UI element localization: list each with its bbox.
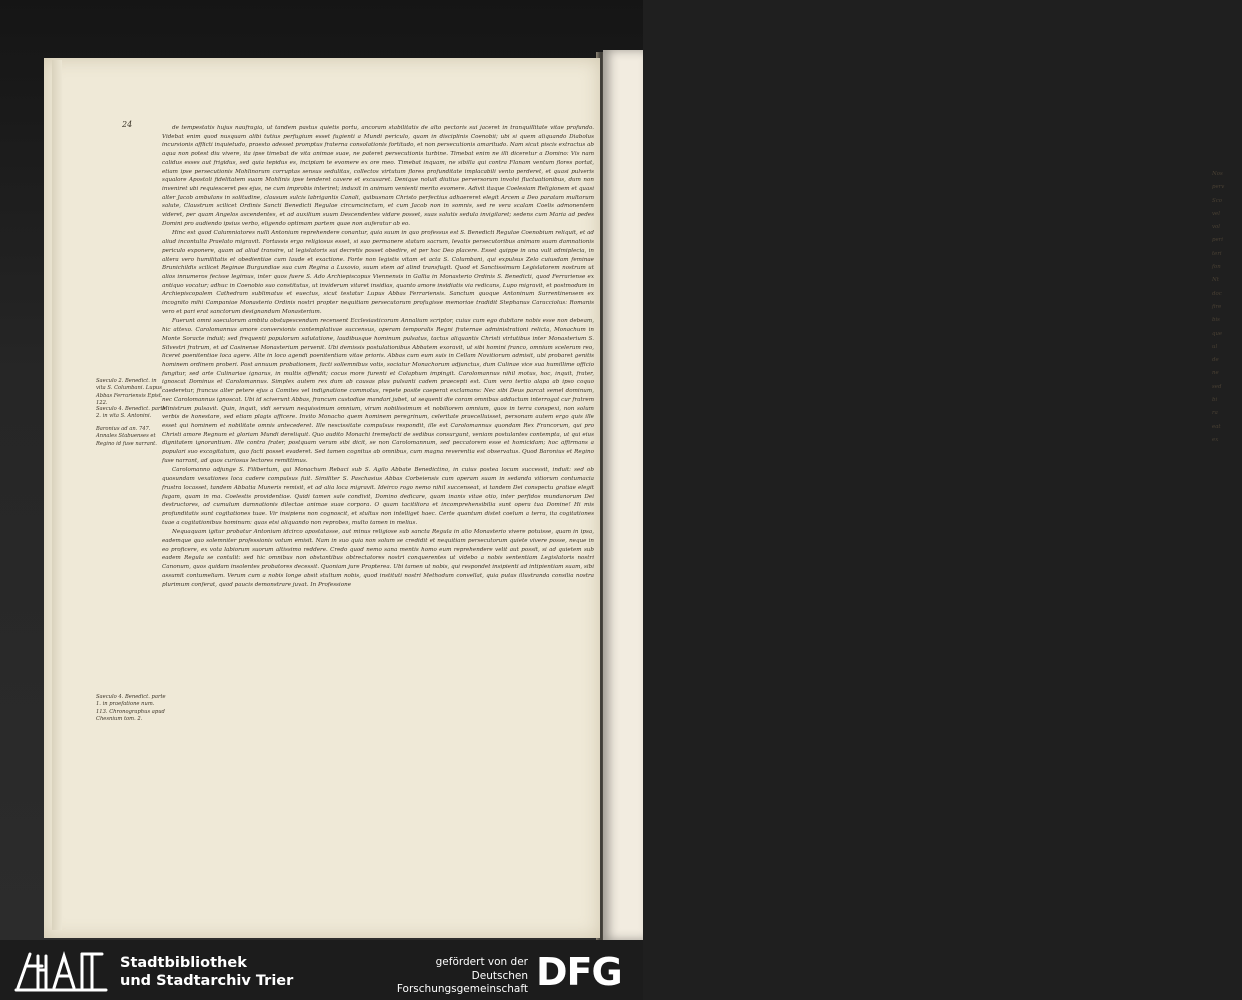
main-text (162, 124, 594, 590)
library-name (120, 954, 293, 990)
library-name-line2: und Stadtarchiv Trier (120, 973, 294, 989)
right-page-fragment: bis (1212, 317, 1220, 324)
right-page-fragment: teri (1212, 250, 1222, 257)
right-page-fragment: que (1212, 330, 1223, 337)
right-page-fragment: peri (1212, 237, 1223, 244)
right-page-fragments (1212, 168, 1242, 447)
funder-line2: Deutschen Forschungsgemeinschaft (396, 969, 528, 995)
paragraph: Hinc est quod Calumniatores nulli Antonium reprehendere conantur, quia suum in quo professus est S. Benedicti Regulae Coenobium reliquit, et ad aliud incontulta Praelato migravit. Fortassis ergo religiosus esset, si suo permanere statum sacrum, levatis persecutoribus animam suam damnationis periculo exponere, quam ad aliud transire, ut legislatoris sui decretis posset obedire, et per hoc Deo placere. Esset quippe in una vult admiplecia, in altera vero humilitatis et obedientiae cum laude et exactione. Forte non legistis vitam et acta S. Columbani, qui expulsus Zelo cuiusdam feminae Brunichildis scilicet Reginae Burgundiae sua cum Regina a Luxovio, suum stem ad alind transfugit. Quod et Sanctissimum Legislatorem nostrum ut alios innumeros fecisse legimus, inter quos fuere S. Ado Archiepiscopus Viennensis in Gallia in Monasterio Ordinis S. Benedicti, quod Ferrariense ex antiquo vocatur; adhuc in Coenobio suo constitutus, ut inviderum vitaret insidias, quanto amore insidiatis via redicans, Lupo migravit, et postmodum in Archiepiscopalem Cathedram sublimatus et euectus, sicut testatur Lupus Abbas Ferrariensis. Sanctum quoque Antoninum Surrentinensem ex incognito mihi Campaniae Monasterio Ordinis nostri propter nequitiam persecutorum profugisse memoriae tradidit Stephanus Caracciolus: Romanis vero et pari erat sanctorum designandum Monasterium. (162, 230, 594, 315)
right-page-fragment: Sco (1212, 197, 1222, 204)
right-page-fragment: vel (1212, 210, 1220, 217)
right-page-fragment: ra (1212, 410, 1218, 417)
right-page-fragment: fon (1212, 264, 1221, 271)
right-page-fragment: Nos (1212, 171, 1223, 177)
funder-credit (350, 956, 528, 997)
right-page-fragment: vol (1212, 224, 1221, 231)
margin-note: Saeculo 4. Benedict. parte 1. in praefatione num. 113. Chronographus apud Chesnium tom. 2. (96, 694, 166, 723)
right-page-fragment: bi (1212, 397, 1218, 404)
margin-note: Baronius ad an. 747. Annales Stabuenses et Regino id fuse narrant. (96, 426, 157, 447)
margin-note: Saeculo 2. Benedict. in vita S. Columbani. Lupus Abbas Ferrariensis Epist. 122. (96, 378, 163, 407)
folio-number: 24 (122, 120, 133, 129)
right-page-fragment: de (1212, 357, 1219, 364)
paragraph: Fuerunt omni saeculorum ambitu obstupescendum recensent Ecclesiasticorum Annalium scriptor, cuius cum ego dubitare nobis esse non debeam, hic attexo. Carolomannus amore conversionis contemplativae succensus, operam temporalis Regni fraternae administrationi relicta, Monachum in Monte Soracte induit; sed frequenti populorum salutatione, laudibusque hominum pulsatus, tactus aliquantis Christi virtutibus inter Monasterium S. Silvestri fratrum, et ad Casinense Monasterium pervenit. Ubi demissis postulationibus Abbatem exoravit, ut sibi homini franco, omnium scelerum reo, liceret poenitentiae loca agere. Alte in loco agendi poenitentiam vitae prioris. Abbas cum eum suis in Cellam Novitiorum admisit, ubi probaret genitis hominem ordinem proberi. Post annuum probationem, facti sollemnibus votis, sociatur Monachorum adjunctus, dum Culinae vice sua humillime officio fungitur, sed arte Culinariae ignarus, in multis offendit; cocus more furenti et Colaphum impingit. Carolomannus nihil motus, hoc, inquit, frater, ignoscat Dominus et Carolomannus. Simplex autem rex dum ab causas plus pulsanti cadem praecepti est. Cum vero tertio alapa ab ipso coquo caederetur, francus alter petere ejus a Comites vel indignatione commotus, repete posite caeperat exclamans: Nec sibi Deus parcat semel dominum, nec Carolomannus ignoscat. Ubi id sciverunt Abbas, francum custodiae mandari jubet, ut sequenti die coram omnibus adductum interrogat cur fratrem Ministrum pulsavit. Quin, inquit, vidi servum nequissimum omnium, virum nobilissimum et nobiliorem omnium, quos in terra conspexi, non solum verbis de honestare, sed etiam plagis afficere. Invito Monacho quem hominem peregrinum, celeritate praecelluisset, personam autem ergo quis ille esset qui hominem et nobilitate omnis antecederet. Ille nescissitate compulsus respondit, ille est Carolomannus quondam Rex Francorum, qui pro Christi amore Regnum et gloriam Mundi dereliquit. Quo audito Monachi tremefacti de sedibus consurgunt, veniam postulantes contempta, ut qui eius dignitatem ignorantium. Ille contra frater, postquam verum sibi dicit, se non Carolomannum, sed peccatorem esse et homicidam; hoc affirmans a populari suo excogitatum, quo facti posset evaderet. Sed tamen cognitus ab omnibus, cum magna reverentia est observatus. Quod Baronius et Regino fuse narrant, ad quos curiosus lectores remittimus. (162, 318, 594, 464)
trier-library-logo-icon (12, 948, 112, 992)
right-page-fragment: ne (1212, 370, 1219, 377)
library-name-line1: Stadtbibliothek (120, 955, 247, 971)
funder-line1: gefördert von der (435, 956, 528, 968)
right-page-fragment: perv (1212, 184, 1225, 191)
right-page-fragment: ul (1212, 343, 1218, 350)
dfg-logo: DFG (536, 950, 622, 994)
right-page-fragment: doc (1212, 290, 1222, 297)
right-page-fragment: ex (1212, 436, 1219, 443)
right-page-fragment: Nt (1212, 277, 1219, 284)
right-page-fragment: sed (1212, 383, 1222, 390)
right-page-fragment: eat (1212, 423, 1221, 430)
right-page (603, 50, 1225, 940)
margin-note: Saeculo 4. Benedict. parte 2. in vita S. Antonini. (96, 406, 166, 420)
paragraph: de tempestatis hujus naufragia, ut tandem pastus quietis portu, ancoram stabilitatis de alto pectoris sui jaceret in tranquillitate vitae profundo. Videbat enim quod nusquam alibi tutius perfugium esset fugienti a Mundi periculo, quam in disciplinis Coenobii; ubi si quem aliquando Diabolus incursionis afflicti inquietudo, praesto adesset promptus fraterna consolationis fortitudo, et non persecutionis amaritudo. Nam sicut piscis extractus ab aqua non potest diu vivere, ita ipse timebat de vita animae suae, ne pateret persecutionis turbine. Timebat enim ne illi diceretur a Domino: Vis nam calidus esses aut frigidus, sed quia tepidus es, incipiam te evomere ex ore meo. Timebat inquam, ne sibilla qui contra Flanam ventum flores portat, etiam ipse persecutionis Mohlinorum corruptas sensus sedulitas, collectos virtutum flores profunditate implacabili vento perderet, et quasi pulveris squalore Apostoli fidelitatem suam Mohlinis ipse tenderet cavere et excusaret. Denique noluit diutius perversorum involvi fluctuationibus, dum non inveniret ubi requiesceret pes ejus, ne cum improbis interiret; induxit in animum venienti merito evomere. Adivit itaque Coelesiam Religionem et quasi alter Jacob ambulans in solitudine, clausum sulcis labrigantis Canali, quibusnam Christo perfectius adhaereret elegit Arcem a Deo paratam multorum salute, Claustrum scilicet Ordinis Sancti Benedicti Regulae circumcinctum, et cum Jacob non in somnis, sed re vera scalam Coelis admonentem videret, per quam Angelos ascendentes, et ad auxilium suum Descendentes vidare posset, suas salutis sedula invigilaret; sedens cum Maria ad pedes Domini pro audiendo ipsius verbo, eligendo optimam partem quae non auferatur ab eo. (162, 125, 594, 227)
paragraph: Carolomanno adjunge S. Filibertum, qui Monachum Rebaci sub S. Agilo Abbate Benedictino, in cuius postea locum successit, induit: sed ob quosundam vexationes loca cadere compulsus fuit. Similiter S. Paschasius Abbas Corbeiensis cum operam suam in sedanda vitiorum contumacia frustra locasset, tandem Abbatia Muneris remisit, et ad alia loca migravit. Ideirco rogo nemo nihil succenseat, si tandem Dei conspectu gratiae elegit fugam, quam in ma. Coelestis providentiae. Quidi tamen sale condivit, Domino dedicare, quam inanis vitae otio, inter perfidos mundanorum Dei destructores, ad cumulum damnationis dilectae animae suae corpora. O quam tacitiliora et incomprehensibilia sunt opera tua Domine! Hi mis profunditatis sunt cogitationes tuae. Vir insipiens non cognoscit, et stultus non intelliget haec. Certe quantum distet coelum a terra, ita cogitationes tuae a cogitationibus hominum: quas etsi aliquando non reprobes, multo tamen in melius. (162, 467, 594, 526)
paragraph: Nequaquam igitur probatur Antonium idcirco apostatasse, aut minus religiose sub sancta Regula in alio Monasterio vivere potuisse, quam in ipsa, eademque quo solemniter professionis votum emisit. Nam in suo quia non solum se credidit et nequitiam persecutorum quiete vivere posse, neque in eo proficere, ex vota labiorum suorum altissimo reddere. Credo quod nemo sana mentis homo eum reprehendere velit aut possit, si ad quietem sub eadem Regula se contulit: sed hic omnibus non obstantibus obtrectatores nostri conquerentes ut videbo a nobis sententiam Legislatoris nostri Canonum, quos quidam insolentes probatores decessit. Quoniam jure Propterea. Ubi tamen ut nobis, qui respondet insipienti ad intipientiam suam, sibi assumit contumeliam. Verum cum a nobis longe absit stultum nobis, quod instituti nostri Methodum convellat, quia putas illustranda consilia nostra plurimum conferat, quod paucis demonstrare juvat. In Professione (162, 529, 594, 588)
right-page-fragment: fire (1212, 303, 1222, 310)
page-edge (52, 60, 62, 930)
